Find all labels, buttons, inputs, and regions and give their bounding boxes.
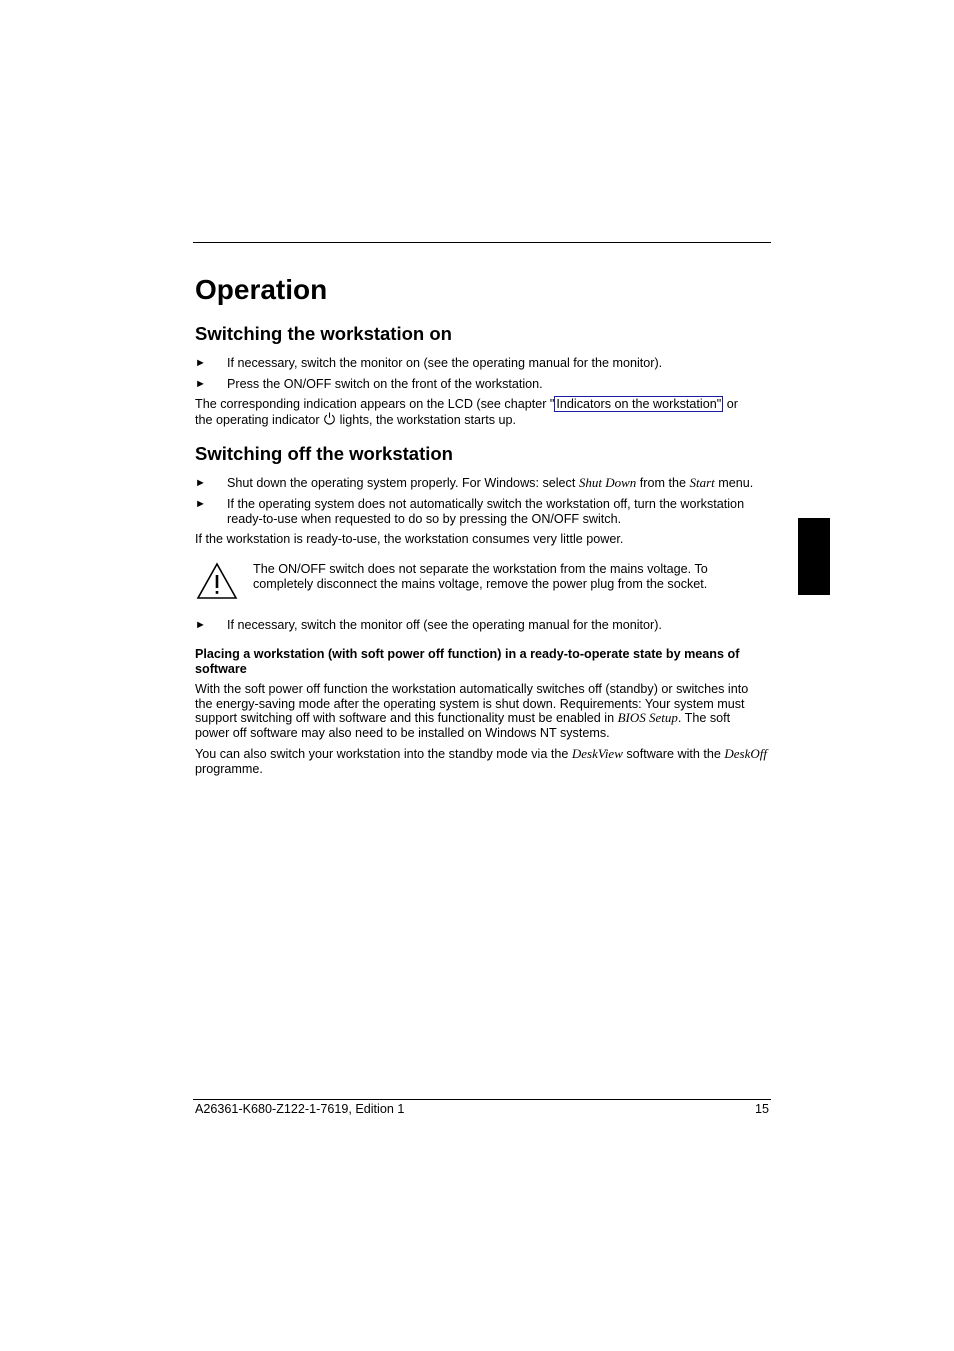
bottom-rule — [193, 1099, 771, 1100]
page-title: Operation — [195, 274, 328, 305]
term-bios-setup: BIOS Setup — [617, 710, 678, 726]
list-item-text: If necessary, switch the monitor off (see the operating manual for the monitor). — [227, 618, 662, 632]
warning-text: The ON/OFF switch does not separate the workstation from the mains voltage. To completely disconnect the mains voltage, remove the power plug from the socket. — [253, 562, 708, 591]
paragraph-text: lights, the workstation starts up. — [336, 412, 517, 427]
menu-name-start: Start — [689, 475, 715, 490]
paragraph-text: or — [723, 397, 738, 411]
paragraph-text: the operating indicator — [195, 412, 324, 427]
power-icon — [323, 412, 336, 425]
paragraph-deskview — [195, 747, 767, 776]
section-title-switch-off: Switching off the workstation — [195, 443, 453, 464]
list-item-text — [227, 476, 772, 491]
text-run: Shut down the operating system properly. For Windows: select — [227, 476, 579, 490]
chapter-thumb-tab — [798, 518, 830, 595]
list-item-text: If the operating system does not automatically switch the workstation off, turn the workstation ready-to-use when requested to do so by pressing the ON/OFF switch. — [227, 497, 745, 526]
section-title-switch-on: Switching the workstation on — [195, 323, 452, 344]
bullet-arrow-icon: ► — [195, 378, 206, 390]
list-item-text: If necessary, switch the monitor on (see the operating manual for the monitor). — [227, 356, 663, 370]
bullet-arrow-icon: ► — [195, 498, 206, 510]
bullet-arrow-icon: ► — [195, 357, 206, 369]
text-run: . The soft power off software may also need to be installed on Windows NT systems. — [195, 711, 731, 740]
bullet-arrow-icon: ► — [195, 477, 206, 489]
paragraph-indication — [195, 397, 770, 427]
text-run: menu. — [714, 476, 754, 490]
text-run: With the soft power off function the workstation automatically switches off (standby) or switches into the energy-saving mode after the operating system is shut down. Requirements: Your system must support switching off with software and this functionality must be enabled in — [195, 682, 749, 726]
menu-command-shut-down: Shut Down — [578, 475, 637, 490]
text-run: software with the — [622, 747, 725, 761]
paragraph-power: If the workstation is ready-to-use, the workstation consumes very little power. — [195, 532, 624, 546]
footer-doc-id: A26361-K680-Z122-1-7619, Edition 1 — [195, 1102, 405, 1116]
term-deskoff: DeskOff — [724, 746, 767, 761]
paragraph-soft-power — [195, 682, 767, 740]
top-rule — [193, 242, 771, 243]
paragraph-text: The corresponding indication appears on the LCD (see chapter " — [195, 397, 555, 411]
warning-triangle-icon — [196, 562, 238, 600]
text-run: programme. — [195, 761, 263, 776]
subsection-title-soft-power: Placing a workstation (with soft power off function) in a ready-to-operate state by means of software — [195, 647, 740, 676]
chapter-link[interactable]: Indicators on the workstation" — [556, 397, 722, 411]
term-deskview: DeskView — [571, 746, 623, 761]
text-run: You can also switch your workstation into the standby mode via the — [195, 747, 572, 761]
page-number: 15 — [755, 1102, 770, 1116]
list-item-text: Press the ON/OFF switch on the front of the workstation. — [227, 377, 543, 391]
text-run: from the — [636, 476, 690, 490]
bullet-arrow-icon: ► — [195, 619, 206, 631]
